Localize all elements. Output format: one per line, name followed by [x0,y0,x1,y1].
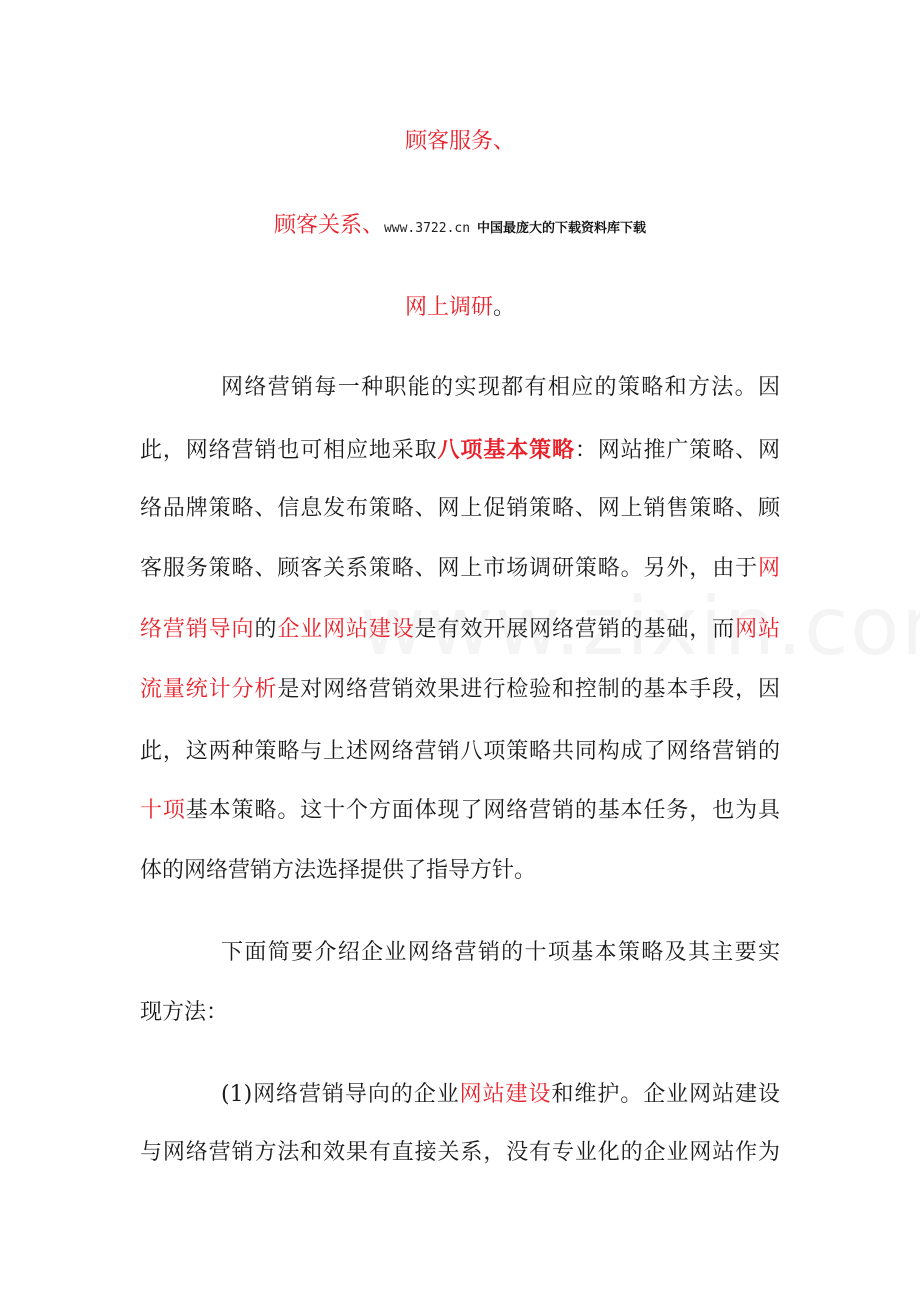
heading-customer-service: 顾客服务、 [404,129,515,154]
para1-line8 [140,796,780,826]
para1-line5-b: 的 [254,617,278,642]
para1-line6 [140,675,780,705]
para1-line5-d: 是有效开展网络营销的基础，而 [414,617,736,642]
para1-line2-a: 此，网络营销也可相应地采取 [140,438,438,463]
heading-period: 。 [493,295,516,320]
para2-line2: 现方法： [140,1000,229,1025]
traffic-analysis-highlight: 流量统计分析 [140,677,278,702]
para1-line2 [140,436,780,466]
site-url-link[interactable]: www.3722.cn [383,221,471,236]
para3-line1 [221,1080,780,1110]
para1-line8-b: 基本策略。这十个方面体现了网络营销的基本任务，也为具 [185,798,780,823]
website-building-highlight-2: 网站建设 [459,1082,552,1107]
para3-line1-c: 和维护。企业网站建设 [551,1082,780,1107]
para1-line4-a: 客服务策略、顾客关系策略、网上市场调研策略。另外，由于 [140,556,758,581]
para1-line1: 网络营销每一种职能的实现都有相应的策略和方法。因 [221,375,780,400]
para1-line9: 体的网络营销方法选择提供了指导方针。 [140,858,537,883]
para1-line6-b: 是对网络营销效果进行检验和控制的基本手段，因 [277,677,780,702]
para1-line4-b: 网 [757,556,780,581]
heading-online-research [0,293,920,323]
para1-line7: 此，这两种策略与上述网络营销八项策略共同构成了网络营销的 [140,739,780,764]
website-building-highlight: 企业网站建设 [277,617,415,642]
heading-customer-relations-text: 顾客关系、 [273,213,384,238]
para3-line2: 与网络营销方法和效果有直接关系，没有专业化的企业网站作为 [140,1140,780,1165]
marketing-oriented-highlight: 络营销导向 [140,617,255,642]
para1-line5-e: 网站 [735,617,780,642]
para1-line3: 络品牌策略、信息发布策略、网上促销策略、网上销售策略、顾 [140,496,780,521]
para1-line5 [140,615,780,645]
heading-customer-relations [0,211,920,244]
eight-strategies-highlight: 八项基本策略 [437,438,575,463]
heading-online-research-text: 网上调研 [404,295,493,320]
para1-line2-c: ：网站推广策略、网 [574,438,780,463]
para3-line1-a: (1)网络营销导向的企业 [221,1082,460,1107]
ten-items-highlight: 十项 [140,798,186,823]
site-slogan: 中国最庞大的下载资料库下载 [477,221,647,236]
para1-line4 [140,554,780,584]
para2-line1: 下面简要介绍企业网络营销的十项基本策略及其主要实 [221,940,780,965]
